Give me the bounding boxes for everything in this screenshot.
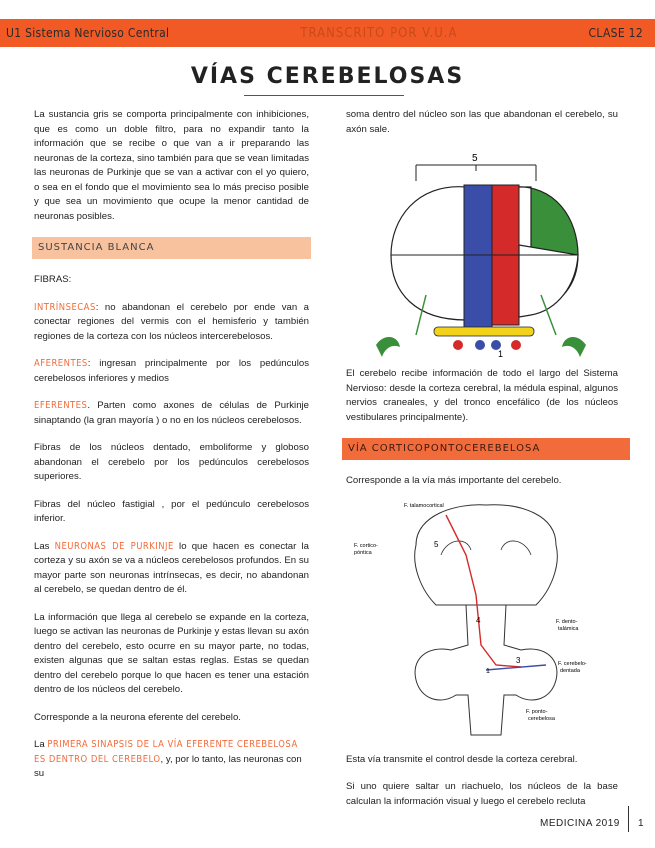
section-heading-sustancia-blanca: SUSTANCIA BLANCA — [32, 237, 311, 259]
paragraph-purkinje: Las NEURONAS DE PURKINJE lo que hacen es conectar la corteza y su axón se va a núcleos cerebelosos profundos. En su mayor parte son neuronas intrínsecas, es decir, no abandonan al cerebelo, se quedan dentro de él. — [34, 540, 309, 595]
keyword-primera-sinapsis: PRIMERA SINAPSIS DE LA VÍA EFERENTE CEREBELOSA ES DENTRO DEL CEREBELO — [34, 739, 298, 765]
label-pontocerebelosa-1: F. ponto- — [526, 708, 548, 715]
label-pontocerebelosa-2: cerebelosa — [528, 715, 555, 722]
paragraph-eferentes: EFERENTES. Parten como axones de células de Purkinje sinaptando (la gran mayoría ) o no en los núcleos cerebelosos. — [34, 400, 309, 426]
paragraph-fastigial: Fibras del núcleo fastigial , por el pedúnculo cerebelosos inferior. — [34, 498, 309, 524]
fibras-label: FIBRAS: — [34, 274, 72, 285]
header-transcriber: TRANSCRITO POR V.U.A — [300, 25, 458, 41]
cerebellum-zones-figure — [346, 145, 618, 359]
footer-divider — [628, 806, 629, 832]
keyword-aferentes: AFERENTES — [34, 358, 88, 369]
paragraph-aferentes: AFERENTES: ingresan principalmente por los pedúnculos cerebelosos inferiores y medios — [34, 358, 309, 384]
corticopontocerebellar-diagram — [346, 495, 618, 743]
paragraph-riachuelo: Si uno quiere saltar un riachuelo, los núcleos de la base calculan la información visual y luego el cerebelo recluta — [346, 781, 618, 807]
label-corticopontica-2: póntica — [354, 549, 372, 556]
corticopontocerebellar-figure — [346, 495, 618, 743]
keyword-intrinsecas: INTRÍNSECAS — [34, 301, 96, 313]
label-talamocortical: F. talamocortical — [404, 502, 444, 509]
label-dentotalamica-2: talámica — [558, 625, 579, 632]
cerebellum-zones-diagram — [346, 145, 618, 359]
paragraph-informacion: La información que llega al cerebelo se expande en la corteza, luego se activan las neuronas de Purkinje y estas llevan su axón dentro del cerebelo, esto ocurre en su mayor parte, no todas, existen algunas que se saltan estas reglas. Estas se quedan dentro del cerebelo porque lo que hacen es tener una estación dentro de los núcleos del cerebelo. — [34, 611, 309, 695]
paragraph-fibras-nucleos: Fibras de los núcleos dentado, emboliforme y globoso abandonan el cerebelo por los pedúnculos cerebelosos superiores. — [34, 442, 309, 482]
keyword-purkinje: NEURONAS DE PURKINJE — [54, 540, 174, 552]
paragraph-recibe: El cerebelo recibe información de todo el largo del Sistema Nervioso: desde la corteza cerebral, la médula espinal, algunos nervios craneales, y del tronco encefálico (de los núcleos vestibulares principalmente). — [346, 368, 618, 423]
keyword-eferentes: EFERENTES — [34, 400, 88, 411]
figure1-label-5: 5 — [472, 153, 478, 164]
label-n4: 4 — [476, 615, 481, 625]
label-n1: 1 — [486, 667, 490, 675]
label-corticopontica-1: F. cortico- — [354, 542, 378, 549]
page-number: 1 — [638, 818, 644, 829]
label-n5: 5 — [434, 539, 439, 549]
paragraph-transmite: Esta vía transmite el control desde la corteza cerebral. — [346, 753, 578, 765]
label-cerebelodentada-1: F. cerebelo- — [558, 660, 587, 667]
page-title: VÍAS CEREBELOSAS — [190, 64, 465, 89]
label-cerebelodentada-2: dentada — [560, 667, 580, 674]
title-underline — [244, 95, 404, 96]
label-n3: 3 — [516, 655, 521, 665]
figure1-label-1: 1 — [498, 349, 504, 359]
header-class: CLASE 12 — [588, 26, 643, 40]
left-column — [34, 108, 309, 795]
page-header — [0, 19, 655, 47]
footer-label: MEDICINA 2019 — [540, 818, 620, 829]
section-heading-corticopontocerebelosa: VÍA CORTICOPONTOCEREBELOSA — [342, 438, 630, 460]
paragraph-primera-sinapsis: La PRIMERA SINAPSIS DE LA VÍA EFERENTE CEREBELOSA ES DENTRO DEL CEREBELO, y, por lo tanto, las neuronas con su — [34, 739, 302, 779]
paragraph-soma: soma dentro del núcleo son las que abandonan el cerebelo, su axón sale. — [346, 109, 618, 135]
header-unit: U1 Sistema Nervioso Central — [6, 26, 170, 40]
label-dentotalamica-1: F. dento- — [556, 618, 578, 625]
paragraph-sustancia-gris: La sustancia gris se comporta principalmente con inhibiciones, que es como un doble filtro, para no expandir tanto la información que se recibe o que van a ir preparando las neuronas de la corteza, sino también para que se vean limitadas las neuronas de Purkinje que se van a activar con el yo quiero, o sea en el fondo que el movimiento sea lo más preciso posible y que sea un movimiento que ocupe la menor cantidad de neuronas posibles. — [34, 109, 309, 222]
paragraph-corresponde-via: Corresponde a la vía más importante del cerebelo. — [346, 475, 562, 486]
paragraph-corresponde: Corresponde a la neurona eferente del cerebelo. — [34, 711, 241, 723]
right-column — [346, 108, 618, 822]
paragraph-intrinsecas: INTRÍNSECAS: no abandonan el cerebelo por ende van a conectar regiones del vermis con el hemisferio y también regiones de la corteza con los núcleos intercerebelosos. — [34, 301, 309, 342]
